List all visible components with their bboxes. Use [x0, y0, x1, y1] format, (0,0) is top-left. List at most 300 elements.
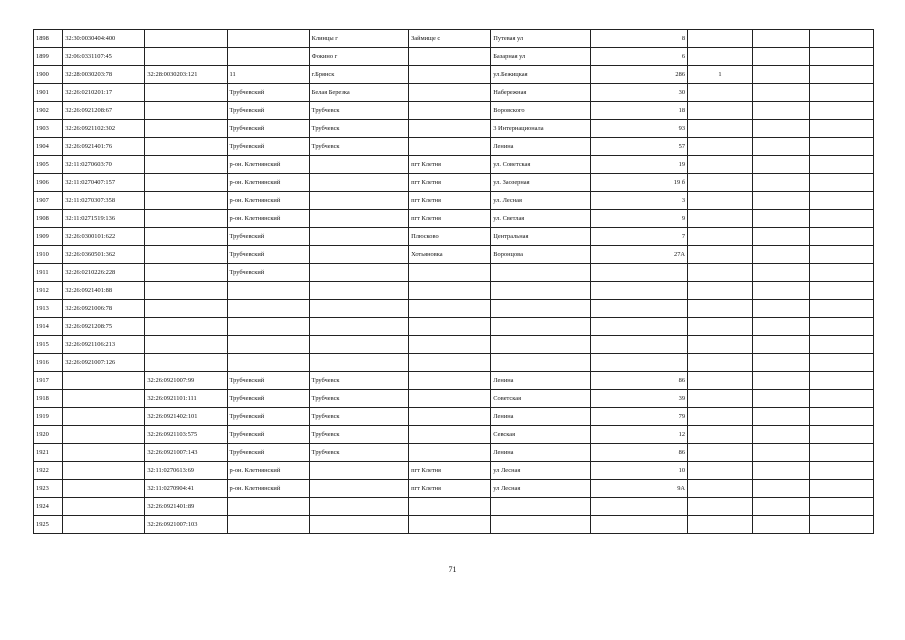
- house-number-cell: 9А: [590, 480, 687, 498]
- cadastral-number-2-cell: [145, 264, 227, 282]
- settlement-cell: [309, 516, 408, 534]
- extra-1-cell: [752, 408, 809, 426]
- extra-1-cell: [752, 192, 809, 210]
- cadastral-number-cell: [63, 444, 145, 462]
- locality-cell: [409, 48, 491, 66]
- apartment-cell: [688, 246, 753, 264]
- extra-2-cell: [810, 210, 874, 228]
- row-number-cell: 1917: [34, 372, 63, 390]
- cadastral-number-2-cell: [145, 84, 227, 102]
- cadastral-number-cell: 32:26:0921208:75: [63, 318, 145, 336]
- table-row: [34, 210, 874, 228]
- district-cell: [227, 282, 309, 300]
- extra-2-cell: [810, 192, 874, 210]
- cadastral-number-cell: [63, 390, 145, 408]
- locality-cell: [409, 426, 491, 444]
- settlement-cell: Трубчевск: [309, 138, 408, 156]
- row-number-cell: 1912: [34, 282, 63, 300]
- apartment-cell: [688, 462, 753, 480]
- street-cell: Ленина: [491, 138, 590, 156]
- locality-cell: [409, 390, 491, 408]
- house-number-cell: [590, 318, 687, 336]
- house-number-cell: 86: [590, 444, 687, 462]
- street-cell: Ленина: [491, 408, 590, 426]
- apartment-cell: [688, 174, 753, 192]
- settlement-cell: [309, 318, 408, 336]
- street-cell: ул Лесная: [491, 462, 590, 480]
- street-cell: ул.Бежицкая: [491, 66, 590, 84]
- street-cell: Воронцова: [491, 246, 590, 264]
- apartment-cell: [688, 156, 753, 174]
- apartment-cell: [688, 354, 753, 372]
- row-number-cell: 1922: [34, 462, 63, 480]
- district-cell: Трубчевский: [227, 444, 309, 462]
- extra-2-cell: [810, 246, 874, 264]
- apartment-cell: [688, 300, 753, 318]
- locality-cell: Хотьяновка: [409, 246, 491, 264]
- row-number-cell: 1907: [34, 192, 63, 210]
- row-number-cell: 1910: [34, 246, 63, 264]
- cadastral-number-cell: 32:30:0030404:400: [63, 30, 145, 48]
- cadastral-number-cell: 32:26:0360501:362: [63, 246, 145, 264]
- cadastral-number-2-cell: [145, 354, 227, 372]
- settlement-cell: [309, 210, 408, 228]
- extra-2-cell: [810, 462, 874, 480]
- cadastral-number-cell: 32:26:0921208:67: [63, 102, 145, 120]
- row-number-cell: 1920: [34, 426, 63, 444]
- street-cell: ул. Заозерная: [491, 174, 590, 192]
- table-row: [34, 174, 874, 192]
- settlement-cell: Трубчевск: [309, 444, 408, 462]
- row-number-cell: 1918: [34, 390, 63, 408]
- district-cell: [227, 300, 309, 318]
- extra-1-cell: [752, 246, 809, 264]
- cadastral-number-cell: 32:26:0300101:622: [63, 228, 145, 246]
- locality-cell: [409, 282, 491, 300]
- extra-1-cell: [752, 462, 809, 480]
- street-cell: ул. Светлая: [491, 210, 590, 228]
- locality-cell: [409, 408, 491, 426]
- document-page: [33, 29, 874, 534]
- settlement-cell: Клинцы г: [309, 30, 408, 48]
- district-cell: р-он. Клетнянский: [227, 462, 309, 480]
- house-number-cell: 79: [590, 408, 687, 426]
- extra-1-cell: [752, 30, 809, 48]
- cadastral-number-2-cell: 32:11:0270613:69: [145, 462, 227, 480]
- apartment-cell: [688, 192, 753, 210]
- district-cell: р-он. Клетнянский: [227, 156, 309, 174]
- apartment-cell: [688, 30, 753, 48]
- house-number-cell: 57: [590, 138, 687, 156]
- extra-1-cell: [752, 120, 809, 138]
- apartment-cell: [688, 138, 753, 156]
- extra-2-cell: [810, 480, 874, 498]
- settlement-cell: г.Брянск: [309, 66, 408, 84]
- apartment-cell: [688, 480, 753, 498]
- cadastral-number-cell: 32:26:0921401:76: [63, 138, 145, 156]
- locality-cell: Займище с: [409, 30, 491, 48]
- apartment-cell: [688, 426, 753, 444]
- house-number-cell: 27А: [590, 246, 687, 264]
- table-row: [34, 102, 874, 120]
- extra-2-cell: [810, 66, 874, 84]
- extra-2-cell: [810, 516, 874, 534]
- extra-2-cell: [810, 372, 874, 390]
- cadastral-number-2-cell: 32:28:0030203:121: [145, 66, 227, 84]
- locality-cell: [409, 498, 491, 516]
- row-number-cell: 1916: [34, 354, 63, 372]
- settlement-cell: [309, 336, 408, 354]
- district-cell: [227, 48, 309, 66]
- district-cell: Трубчевский: [227, 246, 309, 264]
- settlement-cell: Трубчевск: [309, 426, 408, 444]
- district-cell: [227, 30, 309, 48]
- extra-1-cell: [752, 156, 809, 174]
- cadastral-number-2-cell: [145, 138, 227, 156]
- house-number-cell: 93: [590, 120, 687, 138]
- district-cell: Трубчевский: [227, 228, 309, 246]
- cadastral-number-2-cell: [145, 48, 227, 66]
- apartment-cell: [688, 84, 753, 102]
- street-cell: [491, 264, 590, 282]
- extra-2-cell: [810, 84, 874, 102]
- table-row: [34, 156, 874, 174]
- settlement-cell: [309, 282, 408, 300]
- extra-1-cell: [752, 66, 809, 84]
- apartment-cell: [688, 390, 753, 408]
- apartment-cell: [688, 264, 753, 282]
- extra-2-cell: [810, 264, 874, 282]
- house-number-cell: 6: [590, 48, 687, 66]
- settlement-cell: Трубчевск: [309, 372, 408, 390]
- row-number-cell: 1924: [34, 498, 63, 516]
- extra-2-cell: [810, 228, 874, 246]
- house-number-cell: [590, 516, 687, 534]
- district-cell: р-он. Клетнянский: [227, 480, 309, 498]
- row-number-cell: 1914: [34, 318, 63, 336]
- table-row: [34, 516, 874, 534]
- extra-1-cell: [752, 498, 809, 516]
- district-cell: Трубчевский: [227, 84, 309, 102]
- cadastral-number-2-cell: [145, 210, 227, 228]
- cadastral-number-2-cell: [145, 246, 227, 264]
- cadastral-number-2-cell: 32:26:0921007:99: [145, 372, 227, 390]
- district-cell: р-он. Клетнянский: [227, 210, 309, 228]
- extra-1-cell: [752, 264, 809, 282]
- extra-1-cell: [752, 84, 809, 102]
- cadastral-number-2-cell: [145, 174, 227, 192]
- house-number-cell: [590, 300, 687, 318]
- locality-cell: [409, 138, 491, 156]
- district-cell: [227, 336, 309, 354]
- street-cell: ул Лесная: [491, 480, 590, 498]
- district-cell: Трубчевский: [227, 264, 309, 282]
- street-cell: 3 Интернационала: [491, 120, 590, 138]
- table-row: [34, 192, 874, 210]
- house-number-cell: 7: [590, 228, 687, 246]
- extra-2-cell: [810, 408, 874, 426]
- cadastral-number-2-cell: 32:26:0921402:101: [145, 408, 227, 426]
- cadastral-number-2-cell: [145, 318, 227, 336]
- table-row: [34, 408, 874, 426]
- house-number-cell: [590, 264, 687, 282]
- extra-1-cell: [752, 210, 809, 228]
- settlement-cell: Трубчевск: [309, 120, 408, 138]
- table-row: [34, 372, 874, 390]
- row-number-cell: 1903: [34, 120, 63, 138]
- cadastral-number-2-cell: [145, 156, 227, 174]
- cadastral-number-2-cell: [145, 300, 227, 318]
- extra-2-cell: [810, 156, 874, 174]
- extra-1-cell: [752, 354, 809, 372]
- extra-1-cell: [752, 372, 809, 390]
- district-cell: р-он. Клетнянский: [227, 192, 309, 210]
- house-number-cell: 3: [590, 192, 687, 210]
- street-cell: [491, 282, 590, 300]
- cadastral-number-cell: [63, 498, 145, 516]
- cadastral-number-2-cell: 32:11:0270904:41: [145, 480, 227, 498]
- house-number-cell: 30: [590, 84, 687, 102]
- cadastral-number-cell: [63, 462, 145, 480]
- street-cell: [491, 318, 590, 336]
- district-cell: Трубчевский: [227, 102, 309, 120]
- house-number-cell: 19: [590, 156, 687, 174]
- cadastral-number-cell: [63, 516, 145, 534]
- table-row: [34, 318, 874, 336]
- settlement-cell: [309, 480, 408, 498]
- house-number-cell: 9: [590, 210, 687, 228]
- cadastral-number-2-cell: [145, 282, 227, 300]
- table-row: [34, 120, 874, 138]
- street-cell: Набережная: [491, 84, 590, 102]
- extra-2-cell: [810, 174, 874, 192]
- extra-1-cell: [752, 480, 809, 498]
- district-cell: Трубчевский: [227, 138, 309, 156]
- locality-cell: [409, 84, 491, 102]
- extra-2-cell: [810, 102, 874, 120]
- settlement-cell: [309, 192, 408, 210]
- district-cell: р-он. Клетнянский: [227, 174, 309, 192]
- cadastral-number-2-cell: [145, 30, 227, 48]
- table-row: [34, 462, 874, 480]
- extra-2-cell: [810, 426, 874, 444]
- extra-1-cell: [752, 282, 809, 300]
- cadastral-number-cell: 32:11:0270407:157: [63, 174, 145, 192]
- table-row: [34, 264, 874, 282]
- locality-cell: пгт Клетня: [409, 174, 491, 192]
- extra-1-cell: [752, 102, 809, 120]
- apartment-cell: [688, 48, 753, 66]
- extra-2-cell: [810, 282, 874, 300]
- apartment-cell: [688, 210, 753, 228]
- page-number: 71: [448, 565, 457, 574]
- cadastral-number-2-cell: 32:26:0921101:111: [145, 390, 227, 408]
- cadastral-number-cell: 32:11:0270307:358: [63, 192, 145, 210]
- apartment-cell: [688, 444, 753, 462]
- table-row: [34, 246, 874, 264]
- locality-cell: [409, 66, 491, 84]
- row-number-cell: 1911: [34, 264, 63, 282]
- cadastral-number-cell: 32:28:0030203:78: [63, 66, 145, 84]
- table-row: [34, 390, 874, 408]
- extra-2-cell: [810, 354, 874, 372]
- table-row: [34, 498, 874, 516]
- row-number-cell: 1906: [34, 174, 63, 192]
- street-cell: [491, 516, 590, 534]
- extra-2-cell: [810, 138, 874, 156]
- table-row: [34, 30, 874, 48]
- table-row: [34, 282, 874, 300]
- street-cell: ул. Советская: [491, 156, 590, 174]
- district-cell: 11: [227, 66, 309, 84]
- extra-1-cell: [752, 426, 809, 444]
- extra-1-cell: [752, 228, 809, 246]
- house-number-cell: 18: [590, 102, 687, 120]
- district-cell: Трубчевский: [227, 120, 309, 138]
- locality-cell: [409, 120, 491, 138]
- cadastral-number-cell: 32:26:0921006:78: [63, 300, 145, 318]
- row-number-cell: 1898: [34, 30, 63, 48]
- cadastral-number-2-cell: [145, 102, 227, 120]
- extra-1-cell: [752, 318, 809, 336]
- house-number-cell: 39: [590, 390, 687, 408]
- locality-cell: [409, 444, 491, 462]
- apartment-cell: [688, 282, 753, 300]
- table-row: [34, 48, 874, 66]
- cadastral-number-2-cell: 32:26:0921401:89: [145, 498, 227, 516]
- row-number-cell: 1900: [34, 66, 63, 84]
- apartment-cell: 1: [688, 66, 753, 84]
- apartment-cell: [688, 318, 753, 336]
- extra-2-cell: [810, 48, 874, 66]
- extra-2-cell: [810, 300, 874, 318]
- cadastral-number-2-cell: 32:26:0921103:575: [145, 426, 227, 444]
- locality-cell: [409, 264, 491, 282]
- district-cell: [227, 318, 309, 336]
- table-row: [34, 336, 874, 354]
- cadastral-number-2-cell: [145, 192, 227, 210]
- street-cell: Советская: [491, 390, 590, 408]
- table-row: [34, 354, 874, 372]
- extra-2-cell: [810, 444, 874, 462]
- table-row: [34, 138, 874, 156]
- table-body: [34, 30, 874, 534]
- locality-cell: [409, 354, 491, 372]
- settlement-cell: Фокино г: [309, 48, 408, 66]
- house-number-cell: 12: [590, 426, 687, 444]
- house-number-cell: 8: [590, 30, 687, 48]
- extra-2-cell: [810, 498, 874, 516]
- apartment-cell: [688, 120, 753, 138]
- house-number-cell: [590, 336, 687, 354]
- house-number-cell: 286: [590, 66, 687, 84]
- extra-1-cell: [752, 174, 809, 192]
- extra-1-cell: [752, 390, 809, 408]
- apartment-cell: [688, 228, 753, 246]
- settlement-cell: [309, 354, 408, 372]
- row-number-cell: 1901: [34, 84, 63, 102]
- cadastral-number-cell: [63, 408, 145, 426]
- extra-1-cell: [752, 336, 809, 354]
- street-cell: Центральная: [491, 228, 590, 246]
- district-cell: [227, 498, 309, 516]
- house-number-cell: [590, 498, 687, 516]
- extra-2-cell: [810, 336, 874, 354]
- settlement-cell: [309, 498, 408, 516]
- street-cell: [491, 354, 590, 372]
- cadastral-number-cell: 32:11:0271519:136: [63, 210, 145, 228]
- cadastral-number-cell: 32:26:0921401:88: [63, 282, 145, 300]
- cadastral-number-2-cell: [145, 120, 227, 138]
- table-row: [34, 300, 874, 318]
- apartment-cell: [688, 498, 753, 516]
- street-cell: Ленина: [491, 444, 590, 462]
- cadastral-number-cell: 32:26:0921007:126: [63, 354, 145, 372]
- extra-2-cell: [810, 390, 874, 408]
- house-number-cell: 19 б: [590, 174, 687, 192]
- row-number-cell: 1909: [34, 228, 63, 246]
- cadastral-number-cell: 32:06:0331107:45: [63, 48, 145, 66]
- street-cell: ул. Лесная: [491, 192, 590, 210]
- apartment-cell: [688, 336, 753, 354]
- cadastral-number-cell: 32:26:0210201:17: [63, 84, 145, 102]
- street-cell: [491, 498, 590, 516]
- row-number-cell: 1919: [34, 408, 63, 426]
- locality-cell: [409, 102, 491, 120]
- cadastral-number-cell: [63, 426, 145, 444]
- extra-2-cell: [810, 30, 874, 48]
- extra-1-cell: [752, 48, 809, 66]
- row-number-cell: 1905: [34, 156, 63, 174]
- house-number-cell: [590, 282, 687, 300]
- table-row: [34, 426, 874, 444]
- district-cell: Трубчевский: [227, 390, 309, 408]
- apartment-cell: [688, 372, 753, 390]
- settlement-cell: [309, 174, 408, 192]
- cadastral-number-cell: 32:26:0921106:213: [63, 336, 145, 354]
- street-cell: [491, 336, 590, 354]
- street-cell: Путевая ул: [491, 30, 590, 48]
- cadastral-number-cell: 32:26:0921102:302: [63, 120, 145, 138]
- locality-cell: Плюсково: [409, 228, 491, 246]
- street-cell: Базарная ул: [491, 48, 590, 66]
- table-row: [34, 444, 874, 462]
- district-cell: [227, 516, 309, 534]
- extra-1-cell: [752, 444, 809, 462]
- cadastral-number-cell: 32:26:0210226:228: [63, 264, 145, 282]
- settlement-cell: [309, 156, 408, 174]
- district-cell: Трубчевский: [227, 408, 309, 426]
- street-cell: Ленина: [491, 372, 590, 390]
- extra-1-cell: [752, 516, 809, 534]
- row-number-cell: 1915: [34, 336, 63, 354]
- cadastral-number-2-cell: [145, 336, 227, 354]
- cadastral-number-cell: [63, 372, 145, 390]
- settlement-cell: [309, 264, 408, 282]
- locality-cell: пгт Клетня: [409, 480, 491, 498]
- street-cell: [491, 300, 590, 318]
- district-cell: [227, 354, 309, 372]
- settlement-cell: Трубчевск: [309, 102, 408, 120]
- row-number-cell: 1908: [34, 210, 63, 228]
- locality-cell: [409, 336, 491, 354]
- settlement-cell: [309, 462, 408, 480]
- extra-2-cell: [810, 318, 874, 336]
- cadastral-number-2-cell: 32:26:0921007:103: [145, 516, 227, 534]
- row-number-cell: 1904: [34, 138, 63, 156]
- row-number-cell: 1921: [34, 444, 63, 462]
- locality-cell: пгт Клетня: [409, 210, 491, 228]
